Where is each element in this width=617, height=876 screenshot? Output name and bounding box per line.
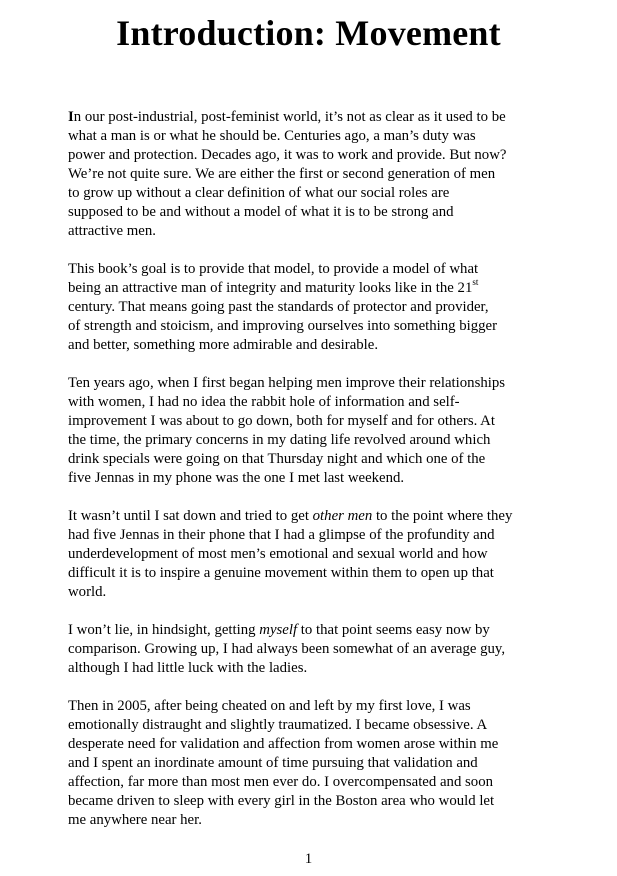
text-line: of strength and stoicism, and improving ourselves into something bigger: [68, 318, 498, 334]
text-line: It wasn’t until I sat down and tried to get other men to the point where they: [68, 508, 513, 524]
text-line: affection, far more than most men ever do. I overcompensated and soon: [68, 774, 493, 790]
text-line: what a man is or what he should be. Centuries ago, a man’s duty was: [68, 128, 476, 144]
text-line: to grow up without a clear definition of what our social roles are: [68, 185, 450, 201]
text-line: Ten years ago, when I first began helping men improve their relationships: [68, 375, 505, 391]
text-line: with women, I had no idea the rabbit hole of information and self-: [68, 394, 460, 410]
text-line: became driven to sleep with every girl in the Boston area who would let: [68, 793, 495, 809]
emphasis: myself: [259, 622, 298, 638]
text-line: desperate need for validation and affection from women arose within me: [68, 736, 499, 752]
text-line: and I spent an inordinate amount of time pursuing that validation and: [68, 755, 478, 771]
paragraph-3: [68, 374, 556, 488]
text-line: attractive men.: [68, 223, 156, 239]
text-line: emotionally distraught and slightly traumatized. I became obsessive. A: [68, 717, 488, 733]
paragraph-2: [68, 260, 556, 355]
text-line: the time, the primary concerns in my dating life revolved around which: [68, 432, 491, 448]
ordinal-superscript: st: [472, 277, 479, 288]
text-line: being an attractive man of integrity and maturity looks like in the 21st: [68, 277, 479, 296]
text-line: five Jennas in my phone was the one I met last weekend.: [68, 470, 405, 486]
text-line: We’re not quite sure. We are either the first or second generation of men: [68, 166, 496, 182]
text-line: I won’t lie, in hindsight, getting myself to that point seems easy now by: [68, 622, 490, 638]
text-line: century. That means going past the standards of protector and provider,: [68, 299, 489, 315]
page-title: Introduction: Movement: [116, 13, 501, 53]
page-number: 1: [304, 851, 313, 867]
text-line: me anywhere near her.: [68, 812, 202, 828]
text-line: Then in 2005, after being cheated on and left by my first love, I was: [68, 698, 471, 714]
text-line: This book’s goal is to provide that model, to provide a model of what: [68, 261, 479, 277]
text-line: underdevelopment of most men’s emotional and sexual world and how: [68, 546, 488, 562]
text-line: difficult it is to inspire a genuine movement within them to open up that: [68, 565, 494, 581]
text-line: supposed to be and without a model of what it is to be strong and: [68, 204, 454, 220]
text-line: world.: [68, 584, 107, 600]
text-line: comparison. Growing up, I had always been somewhat of an average guy,: [68, 641, 506, 657]
text-line: improvement I was about to go down, both for myself and for others. At: [68, 413, 495, 429]
paragraph-5: [68, 621, 556, 678]
emphasis: other men: [312, 508, 373, 524]
text-line: had five Jennas in their phone that I had a glimpse of the profundity and: [68, 527, 495, 543]
paragraph-1: [68, 108, 556, 241]
text-line: although I had little luck with the ladies.: [68, 660, 308, 676]
text-line: In our post-industrial, post-feminist world, it’s not as clear as it used to be: [68, 109, 506, 125]
text-line: and better, something more admirable and desirable.: [68, 337, 379, 353]
text-line: drink specials were going on that Thursday night and which one of the: [68, 451, 486, 467]
paragraph-6: [68, 697, 556, 830]
text-line: power and protection. Decades ago, it was to work and provide. But now?: [68, 147, 507, 163]
paragraph-4: [68, 507, 556, 602]
body-text: [68, 108, 556, 849]
